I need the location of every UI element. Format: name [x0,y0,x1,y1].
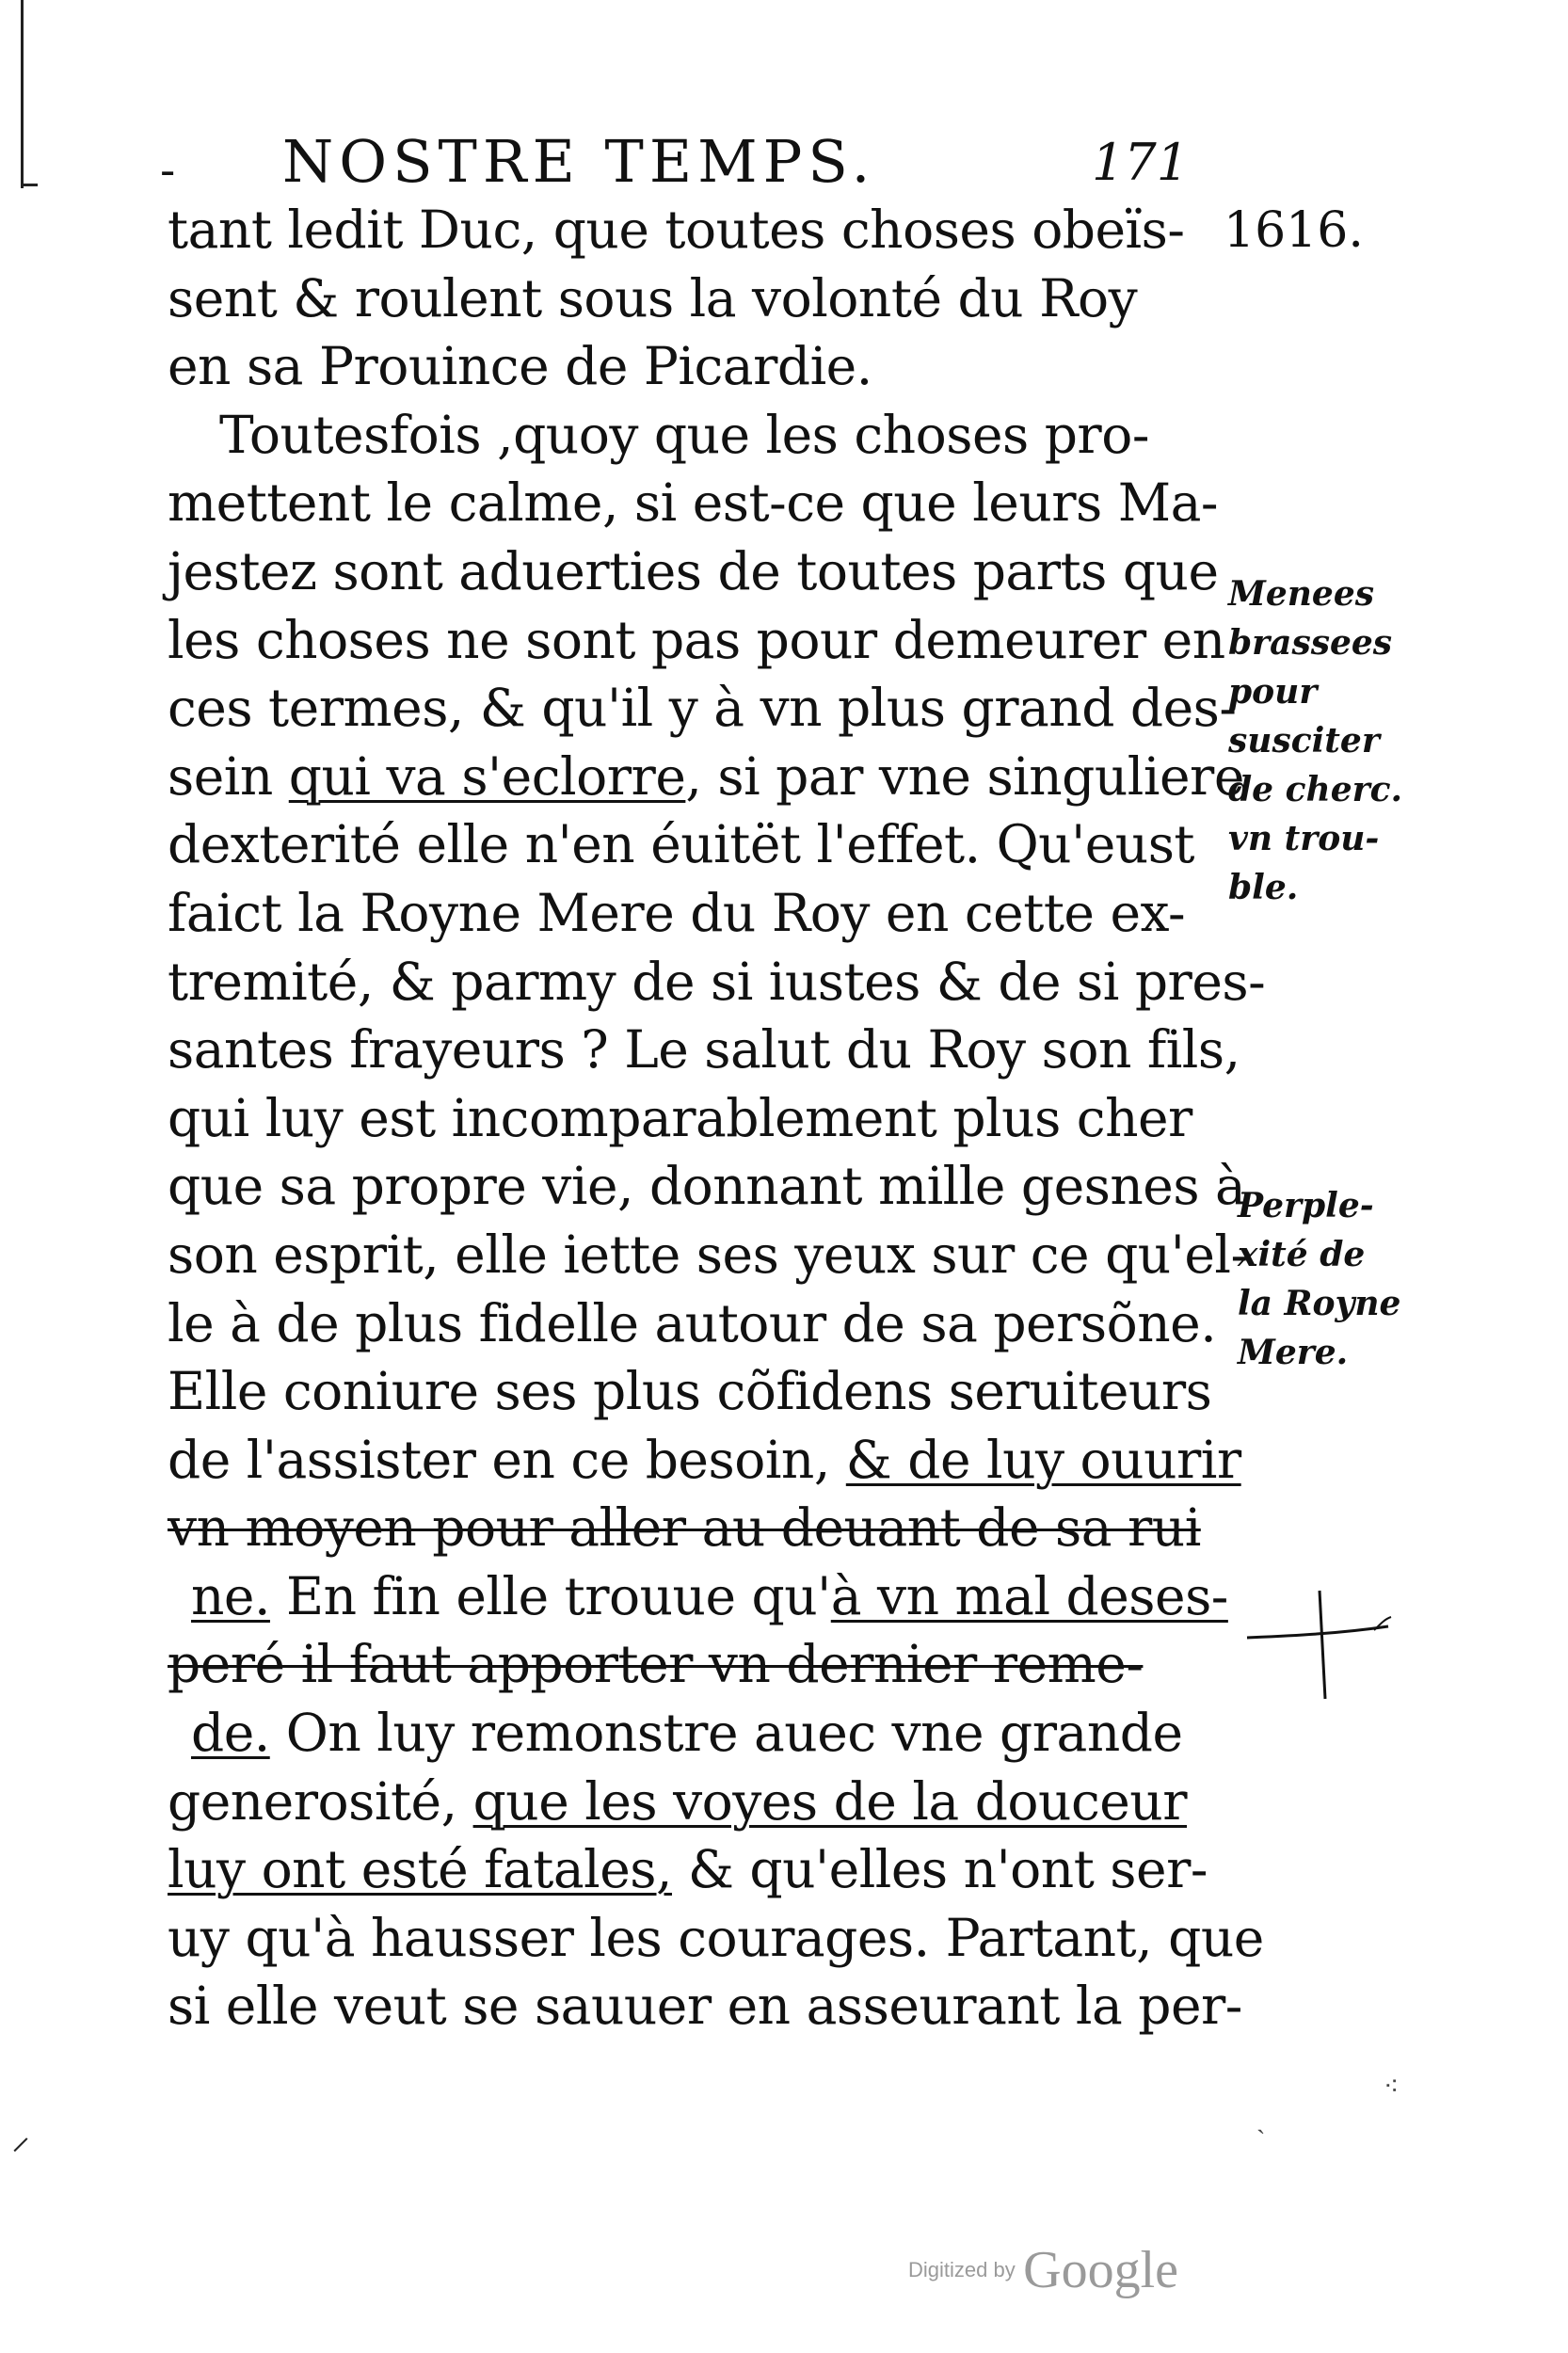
underlined-phrase: à vn mal deses- [830,1565,1228,1626]
margin-note-menees [1228,569,1402,912]
text-line: santes frayeurs ? Le salut du Roy son fils, [168,1019,1240,1080]
text-segment: & qu'elles n'ont ser- [671,1839,1208,1900]
struck-phrase: vn moyen pour aller au deuant de sa rui [168,1497,1201,1559]
margin-note-line: pour [1228,672,1318,712]
edge-mark: ⸝ [11,2115,30,2158]
google-logo: Google [1023,2241,1179,2299]
underlined-phrase: que les voyes de la douceur [472,1770,1188,1832]
text-line: dexterité elle n'en éuitët l'effet. Qu'eust [168,814,1195,875]
text-segment: En fin elle trouue qu' [269,1565,831,1626]
text-line: sent & roulent sous la volonté du Roy [168,267,1138,328]
running-title: NOSTRE TEMPS. [282,127,876,196]
underlined-phrase: ne. [191,1565,270,1626]
text-line [168,1835,1222,1904]
margin-year: 1616. [1224,202,1364,259]
margin-note-line: de cherc. [1228,770,1403,809]
text-line: que sa propre vie, donnant mille gesnes à [168,1156,1246,1217]
text-line: tant ledit Duc, que toutes choses obeïs- [168,200,1185,260]
text-line [168,1630,1222,1699]
text-line: Elle coniure ses plus cõfidens seruiteurs [168,1361,1212,1422]
body-text [168,196,1266,2041]
text-line [168,1699,1222,1768]
margin-note-line: xité de [1238,1235,1366,1274]
text-segment: de l'assister en ce besoin, [168,1429,846,1490]
text-line: le à de plus fidelle autour de sa persõne. [168,1292,1217,1353]
underlined-phrase: qui va s'eclorre [288,745,686,807]
text-line [168,1426,1241,1495]
text-line [168,1768,1222,1836]
underlined-phrase: luy ont esté fatales, [168,1839,672,1900]
watermark-prefix: Digitized by [908,2258,1016,2281]
text-line: mettent le calme, si est-ce que leurs Ma- [168,472,1218,534]
text-line [168,743,1244,811]
text-line: ces termes, & qu'il y à vn plus grand des- [168,678,1237,739]
text-line: uy qu'à hausser les courages. Partant, que [168,1907,1264,1968]
page-number: 171 [1092,133,1190,192]
handwritten-cross-mark [1242,1581,1393,1704]
text-segment: generosité, [168,1770,473,1832]
margin-note-line: Menees [1228,574,1375,614]
margin-note-line: ble. [1228,868,1299,907]
speck-mark: ⁖ [1384,2071,1400,2102]
text-line [168,1562,1228,1631]
text-segment: sein [168,745,289,807]
binding-tick [21,184,38,186]
binding-edge [21,0,24,188]
text-line: jestez sont aduerties de toutes parts que [168,540,1219,601]
margin-note-line: Perple- [1238,1186,1374,1225]
header-dash: - [160,144,176,197]
speck-mark: ˏ [1256,2104,1266,2135]
text-line: tremité, & parmy de si iustes & de si pres- [168,951,1266,1012]
watermark [908,2240,1178,2300]
margin-note-line: Mere. [1238,1333,1349,1372]
text-line: les choses ne sont pas pour demeurer en [168,609,1225,670]
struck-phrase: peré il faut apporter vn dernier reme- [168,1634,1144,1695]
text-line: en sa Prouince de Picardie. [168,336,872,397]
margin-note-line: vn trou- [1228,819,1380,858]
margin-note-line: brassees [1228,623,1393,663]
text-line: faict la Royne Mere du Roy en cette ex- [168,882,1186,943]
text-segment: On luy remonstre auec vne grande [269,1703,1183,1764]
text-line: qui luy est incomparablement plus cher [168,1087,1192,1148]
underlined-phrase: & de luy ouurir [845,1429,1241,1490]
text-line: si elle veut se sauuer en asseurant la per- [168,1976,1242,2037]
margin-note-perplexite [1238,1181,1400,1377]
text-segment: , si par vne singuliere [685,745,1244,807]
margin-note-line: la Royne [1238,1284,1401,1323]
page-header [160,127,1195,202]
text-line: Toutesfois ,quoy que les choses pro- [219,404,1149,465]
text-line [168,1494,1222,1562]
margin-note-line: susciter [1228,721,1380,760]
text-line: son esprit, elle iette ses yeux sur ce qu'el- [168,1224,1248,1285]
underlined-phrase: de. [191,1703,270,1764]
